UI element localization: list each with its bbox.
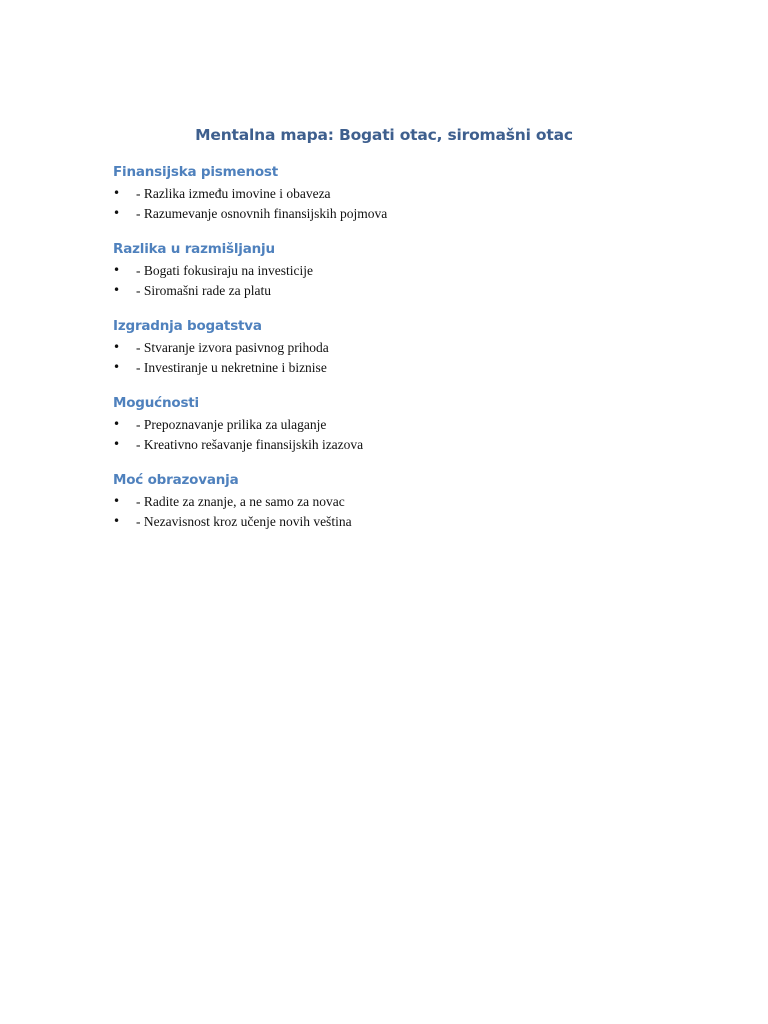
section-heading: Izgradnja bogatstva [113, 318, 262, 334]
document-body [113, 161, 673, 546]
list-item [113, 358, 673, 378]
list-item [113, 261, 673, 281]
list-item-text: - Nezavisnost kroz učenje novih veština [136, 513, 352, 529]
list-item [113, 184, 673, 204]
list-item [113, 281, 673, 301]
list-item-text: - Prepoznavanje prilika za ulaganje [136, 417, 327, 432]
bullet-icon: • [113, 205, 121, 220]
bullet-list [113, 184, 673, 223]
section-heading: Finansijska pismenost [113, 164, 279, 180]
section-finansijska-pismenost [113, 161, 673, 223]
bullet-icon: • [113, 282, 121, 297]
list-item-text: - Radite za znanje, a ne samo za novac [136, 494, 345, 509]
section-moc-obrazovanja [113, 469, 673, 531]
list-item [113, 512, 673, 532]
bullet-icon: • [113, 340, 121, 354]
bullet-list [113, 261, 673, 300]
bullet-icon: • [113, 359, 121, 374]
section-razlika-u-razmisljanju [113, 238, 673, 300]
list-item-text: - Kreativno rešavanje finansijskih izazova [136, 436, 364, 452]
bullet-list [113, 492, 673, 531]
bullet-icon: • [113, 263, 121, 277]
list-item [113, 338, 673, 358]
list-item-text: - Investiranje u nekretnine i biznise [136, 359, 327, 375]
list-item-text: - Siromašni rade za platu [136, 282, 271, 298]
bullet-icon: • [113, 513, 121, 528]
list-item-text: - Razumevanje osnovnih finansijskih pojmova [136, 205, 388, 221]
document-title: Mentalna mapa: Bogati otac, siromašni otac [195, 126, 573, 144]
section-heading: Razlika u razmišljanju [113, 241, 275, 257]
section-izgradnja-bogatstva [113, 315, 673, 377]
section-heading: Mogućnosti [113, 395, 199, 411]
bullet-icon: • [113, 417, 121, 431]
list-item-text: - Stvaranje izvora pasivnog prihoda [136, 340, 329, 355]
bullet-list [113, 415, 673, 454]
list-item [113, 415, 673, 435]
bullet-list [113, 338, 673, 377]
list-item-text: - Bogati fokusiraju na investicije [136, 263, 313, 278]
bullet-icon: • [113, 436, 121, 451]
bullet-icon: • [113, 494, 121, 508]
section-heading: Moć obrazovanja [113, 472, 239, 488]
list-item [113, 435, 673, 455]
section-mogucnosti [113, 392, 673, 454]
list-item-text: - Razlika između imovine i obaveza [136, 186, 331, 201]
bullet-icon: • [113, 186, 121, 200]
list-item [113, 204, 673, 224]
list-item [113, 492, 673, 512]
